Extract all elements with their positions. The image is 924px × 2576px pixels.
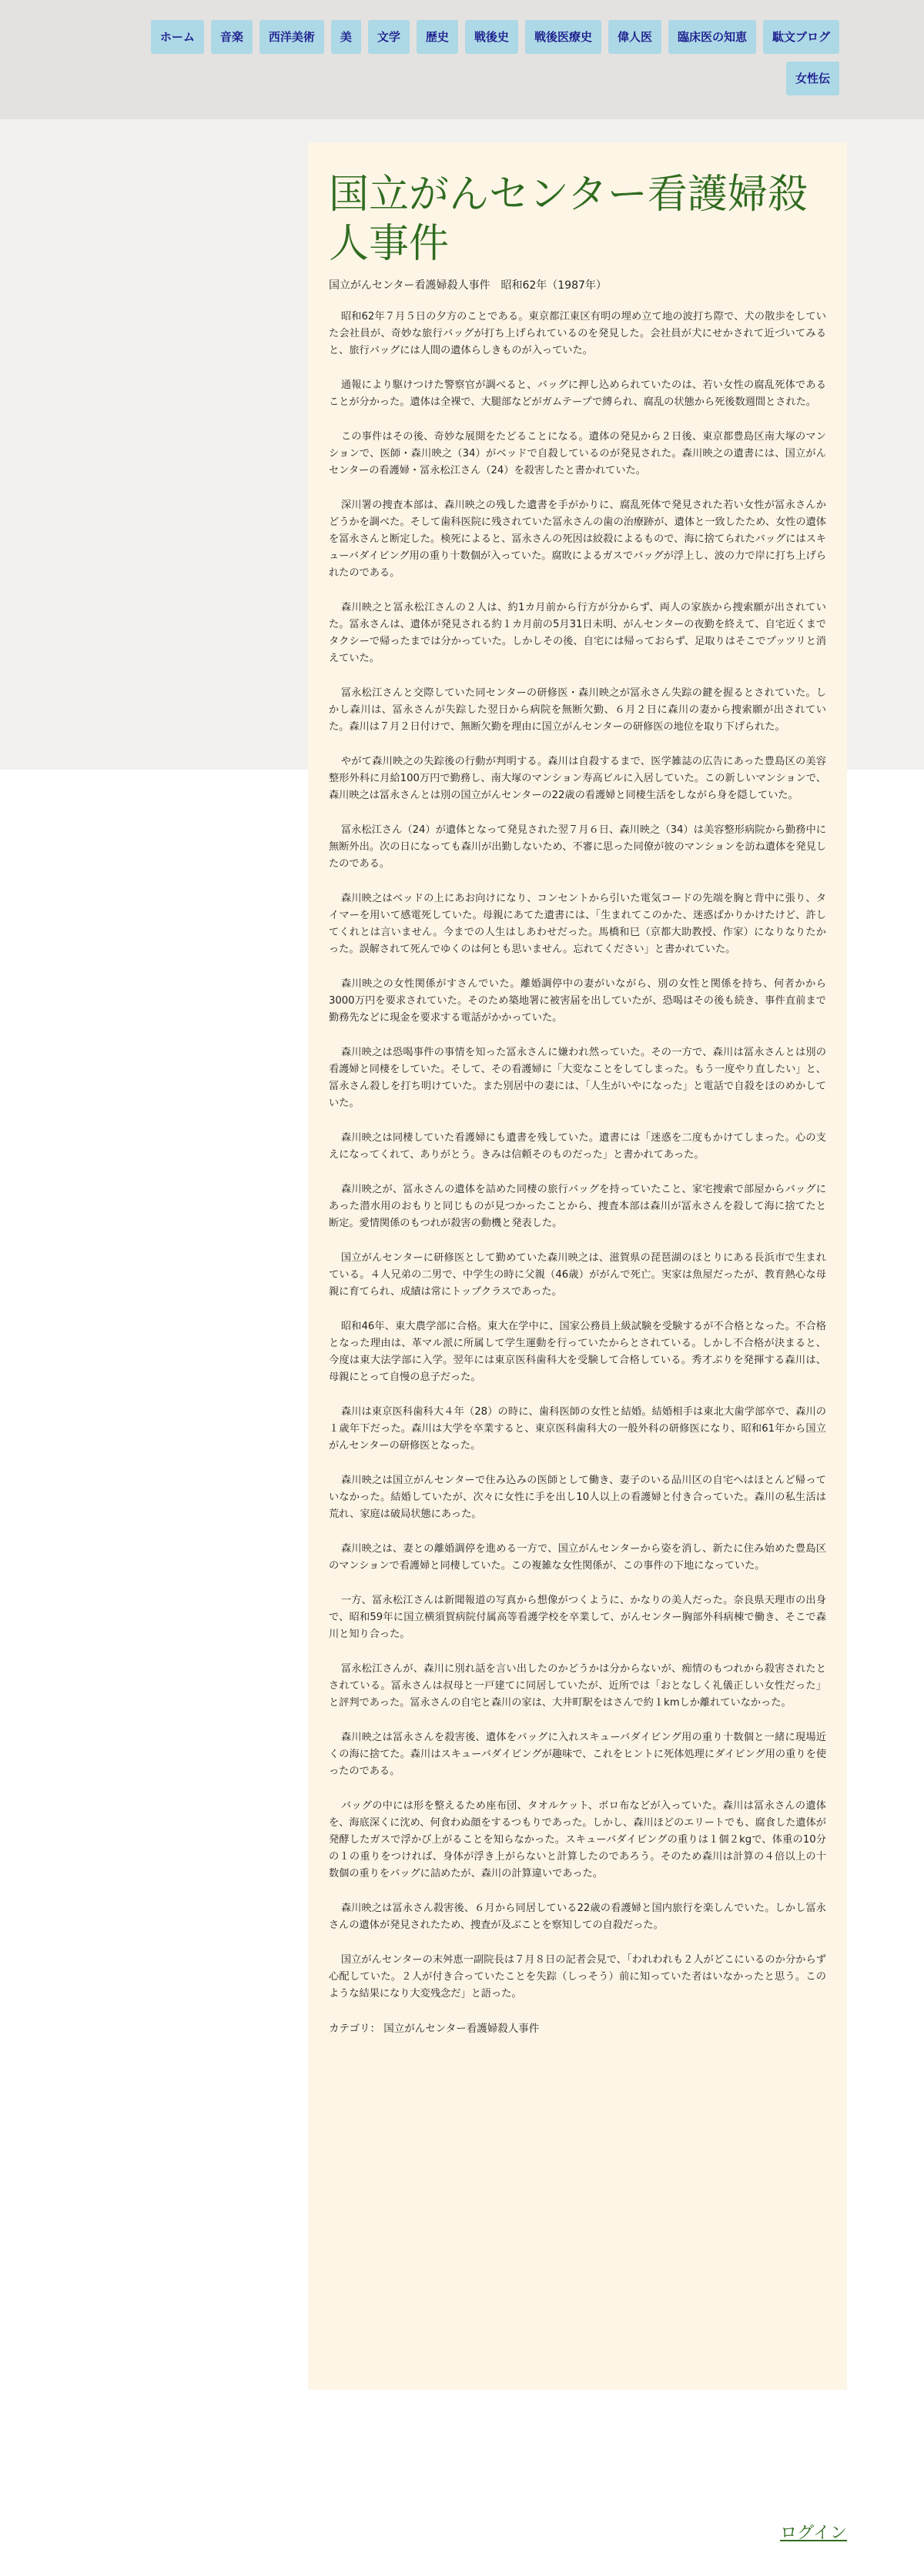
page-title: 国立がんセンター看護婦殺人事件: [329, 172, 808, 267]
nav-item-postwar-history[interactable]: 戦後史: [465, 20, 518, 54]
article-paragraph: 森川映之は国立がんセンターで住み込みの医師として働き、妻子のいる品川区の自宅へはほとんど帰っていなかった。結婚していたが、次々に女性に手を出し10人以上の看護婦と付き合っていた。森川の私生活は荒れ、家庭は破局状態にあった。: [329, 1475, 826, 1520]
article-paragraph: 冨永松江さん（24）が遺体となって発見された翌７月６日、森川映之（34）は美容整形病院から勤務中に無断外出。次の日になっても森川が出勤しないため、不審に思った同僚が彼のマンションを訪ね遺体を発見したのである。: [329, 824, 826, 870]
article-paragraph: バッグの中には形を整えるため座布団、タオルケット、ボロ布などが入っていた。森川は冨永さんの遺体を、海底深くに沈め、何食わぬ顔をするつもりであった。しかし、森川ほどのエリートでも、腐食した遺体が発酵したガスで浮かび上がることを知らなかった。スキューバダイビングの重りは１個２kgで、体重の10分の１の重りをつければ、身体が浮き上がらないと計算したのであろう。そのため森川は計算の４倍以上の十数個の重りをバッグに詰めたが、森川の計算違いであった。: [329, 1800, 826, 1879]
article-paragraph: 森川映之は冨永さん殺害後、６月から同居している22歳の看護婦と国内旅行を楽しんでいた。しかし冨永さんの遺体が発見されたため、捜査が及ぶことを察知しての自殺だった。: [329, 1903, 826, 1931]
nav-item-blog[interactable]: 駄文ブログ: [763, 20, 839, 54]
article-paragraph: 森川映之は、妻との離婚調停を進める一方で、国立がんセンターから姿を消し、新たに住み始めた豊島区のマンションで看護婦と同棲していた。この複雑な女性関係が、この事件の下地になっていた。: [329, 1543, 826, 1572]
article-paragraph: 深川署の捜査本部は、森川映之の残した遺書を手がかりに、腐乱死体で発見された若い女性が冨永さんかどうかを調べた。そして歯科医院に残されていた冨永さんの歯の治療跡が、遺体と一致したため、女性の遺体を冨永さんと断定した。検死によると、冨永さんの死因は絞殺によるもので、海に捨てられたバッグにはスキューバダイビング用の重り十数個が入っていた。腐敗によるガスでバッグが浮上し、波の力で岸に打ち上げられたのである。: [329, 499, 826, 579]
login-link[interactable]: ログイン: [780, 2524, 847, 2543]
article-paragraph: 一方、冨永松江さんは新聞報道の写真から想像がつくように、かなりの美人だった。奈良県天理市の出身で、昭和59年に国立横須賀病院付属高等看護学校を卒業して、がんセンター胸部外科病棟で働き、そこで森川と知り合った。: [329, 1595, 826, 1640]
article-paragraph: 通報により駆けつけた警察官が調べると、バッグに押し込められていたのは、若い女性の腐乱死体であることが分かった。遺体は全裸で、大腿部などがガムテープで縛られ、腐乱の状態から死後数週間とされた。: [329, 379, 826, 408]
article-paragraph: 森川映之は冨永さんを殺害後、遺体をバッグに入れスキューバダイビング用の重り十数個と一緒に現場近くの海に捨てた。森川はスキューバダイビングが趣味で、これをヒントに死体処理にダイビング用の重りを使ったのである。: [329, 1732, 826, 1777]
nav-item-literature[interactable]: 文学: [368, 20, 410, 54]
nav-item-women-biographies[interactable]: 女性伝: [786, 62, 839, 95]
article-paragraph: 冨永松江さんが、森川に別れ話を言い出したのかどうかは分からないが、痴情のもつれから殺害されたとされている。冨永さんは叔母と一戸建てに同居していたが、近所では「おとなしく礼儀正しい女性だった」と評判であった。冨永さんの自宅と森川の家は、大井町駅をはさんで約１kmしか離れていなかった。: [329, 1663, 826, 1709]
nav-item-western-art[interactable]: 西洋美術: [259, 20, 324, 54]
nav-item-great-doctors[interactable]: 偉人医: [608, 20, 661, 54]
nav-item-clinical-wisdom[interactable]: 臨床医の知恵: [668, 20, 756, 54]
article-paragraph: 森川は東京医科歯科大４年（28）の時に、歯科医師の女性と結婚。結婚相手は東北大歯学部卒で、森川の１歳年下だった。森川は大学を卒業すると、東京医科歯科大の一般外科の研修医になり、昭和61年から国立がんセンターの研修医となった。: [329, 1406, 826, 1452]
article-paragraph: 昭和62年７月５日の夕方のことである。東京都江東区有明の埋め立て地の波打ち際で、犬の散歩をしていた会社員が、奇妙な旅行バッグが打ち上げられているのを発見した。会社員が犬にせかされて近づいてみると、旅行バッグには人間の遺体らしきものが入っていた。: [329, 311, 826, 356]
nav-item-history[interactable]: 歴史: [417, 20, 458, 54]
article-body: [329, 309, 826, 2003]
article-paragraph: やがて森川映之の失踪後の行動が判明する。森川は自殺するまで、医学雑誌の広告にあった豊島区の美容整形外科に月給100万円で勤務し、南大塚のマンション寿高ビルに入居していた。この新しいマンションで、森川映之は冨永さんとは別の国立がんセンターの22歳の看護婦と同棲生活をしながら身を隠していた。: [329, 756, 826, 801]
article-paragraph: この事件はその後、奇妙な展開をたどることになる。遺体の発見から２日後、東京都豊島区南大塚のマンションで、医師・森川映之（34）がベッドで自殺しているのが発見された。森川映之の遺書には、国立がんセンターの看護婦・冨永松江さん（24）を殺害したと書かれていた。: [329, 431, 826, 476]
category-link[interactable]: カテゴリ： 国立がんセンター看護婦殺人事件: [329, 2023, 540, 2035]
article-subtitle: 国立がんセンター看護婦殺人事件 昭和62年（1987年）: [329, 279, 607, 292]
article-paragraph: 国立がんセンターに研修医として勤めていた森川映之は、滋賀県の琵琶湖のほとりにある長浜市で生まれている。４人兄弟の二男で、中学生の時に父親（46歳）ががんで死亡。実家は魚屋だったが、教育熱心な母親に育てられ、成績は常にトップクラスであった。: [329, 1252, 826, 1298]
article-paragraph: 森川映之は恐喝事件の事情を知った冨永さんに嫌われ然っていた。その一方で、森川は冨永さんとは別の看護婦と同棲をしていた。そして、その看護婦に「大変なことをしてしまった。もう一度やり直したい」と、冨永さん殺しを打ち明けていた。また別居中の妻には、「人生がいやになった」と電話で自殺をほのめかしていた。: [329, 1047, 826, 1109]
article-paragraph: 昭和46年、東大農学部に合格。東大在学中に、国家公務員上級試験を受験するが不合格となった。不合格となった理由は、革マル派に所属して学生運動を行っていたからとされている。しかし不合格が決まると、今度は東大法学部に入学。翌年には東京医科歯科大を受験して合格している。秀才ぶりを発揮する森川は、母親にとって自慢の息子だった。: [329, 1321, 826, 1383]
article-paragraph: 森川映之は同棲していた看護婦にも遺書を残していた。遺書には「迷惑を二度もかけてしまった。心の支えになってくれて、ありがとう。きみは信頼そのものだった」と書かれてあった。: [329, 1132, 826, 1161]
article-paragraph: 森川映之と冨永松江さんの２人は、約1カ月前から行方が分からず、両人の家族から捜索願が出されていた。冨永さんは、遺体が発見される約１カ月前の5月31日未明、がんセンターの夜勤を終えて、自宅近くまでタクシーで帰ったまでは分かっていた。しかしその後、自宅には帰っておらず、足取りはそこでプッツリと消えていた。: [329, 602, 826, 664]
nav-item-beauty[interactable]: 美: [331, 20, 361, 54]
article-paragraph: 冨永松江さんと交際していた同センターの研修医・森川映之が冨永さん失踪の鍵を握るとされていた。しかし森川は、冨永さんが失踪した翌日から病院を無断欠勤、６月２日に森川の妻から捜索願が出されていた。森川は７月２日付けで、無断欠勤を理由に国立がんセンターの研修医の地位を取り下げられた。: [329, 687, 826, 733]
nav-item-music[interactable]: 音楽: [211, 20, 253, 54]
nav-item-home[interactable]: ホーム: [151, 20, 204, 54]
nav-item-postwar-medical-history[interactable]: 戦後医療史: [525, 20, 601, 54]
article: [308, 142, 847, 2390]
article-paragraph: 森川映之の女性関係がすさんでいた。離婚調停中の妻がいながら、別の女性と関係を持ち、何者かから3000万円を要求されていた。そのため築地署に被害届を出していたが、恐喝はその後も続き、事件直前まで勤務先などに現金を要求する電話がかかっていた。: [329, 978, 826, 1024]
article-paragraph: 森川映之はベッドの上にあお向けになり、コンセントから引いた電気コードの先端を胸と背中に張り、タイマーを用いて感電死していた。母親にあてた遺書には、「生まれてこのかた、迷惑ばかりかけたけど、許してくれとは言いません。今までの人生はしあわせだった。馬橋和巳（京都大助教授、作家）になりなりたかった。誤解されて死んでゆくのは何とも思いません。忘れてください」と書かれていた。: [329, 893, 826, 955]
main-nav: [108, 20, 839, 95]
article-paragraph: 国立がんセンターの末舛恵一副院長は７月８日の記者会見で、「われわれも２人がどこにいるのか分からず心配していた。２人が付き合っていたことを失踪（しっそう）前に知っていた者はいなかったと思う。このような結果になり大変残念だ」と語った。: [329, 1954, 826, 2000]
article-paragraph: 森川映之が、冨永さんの遺体を詰めた同棲の旅行バッグを持っていたこと、家宅捜索で部屋からバッグにあった潜水用のおもりと同じものが見つかったことから、捜査本部は森川が冨永さんを殺して海に捨てたと断定。愛情関係のもつれが殺害の動機と発表した。: [329, 1184, 826, 1229]
